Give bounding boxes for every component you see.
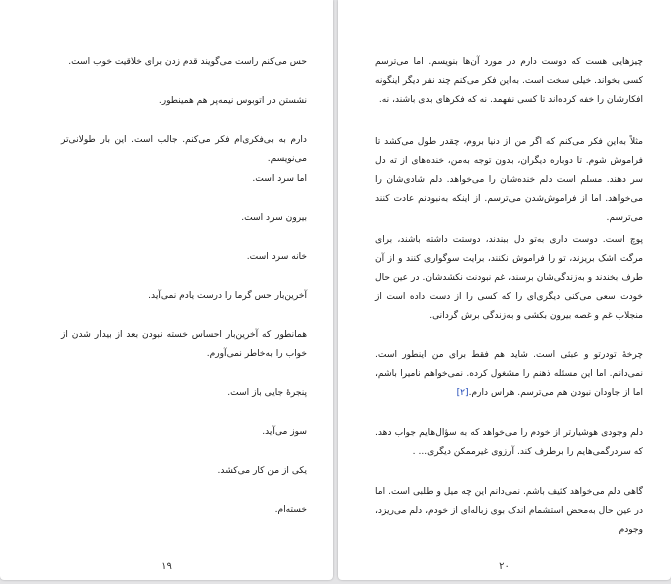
paragraph: خسته‌ام. <box>274 505 307 515</box>
paragraph-text: چرخهٔ تودرتو و عبثی است. شاید هم فقط برای من اینطور است. نمی‌دانم. اما این مسئله ذهنم را مشغول کرده. نمی‌خواهم نامیرا باشم، اما از جاودان نبودن هم می‌ترسم. هراس دارم. <box>375 350 643 398</box>
footnote-link[interactable]: [۲] <box>456 388 469 398</box>
paragraph: یکی از من کار می‌کشد. <box>217 466 307 476</box>
left-page <box>0 0 333 580</box>
paragraph: نشستن در اتوبوس نیمه‌پر هم همینطور. <box>158 96 307 106</box>
paragraph: اما سرد است. <box>252 174 307 184</box>
paragraph: چیزهایی هست که دوست دارم در مورد آن‌ها بنویسم. اما می‌ترسم کسی بخواند. خیلی سخت است. به‌این فکر می‌کنم چند نفر دیگر اینگونه افکارشان را خفه کرده‌اند تا کسی نفهمد. نه که فکرهای بدی باشند، نه. <box>375 57 643 105</box>
paragraph: خانه سرد است. <box>246 252 307 262</box>
right-page <box>338 0 671 580</box>
paragraph <box>375 346 643 403</box>
paragraph: حس می‌کنم راست می‌گویند قدم زدن برای خلاقیت خوب است. <box>68 57 307 67</box>
page-number: ۱۹ <box>161 561 172 572</box>
page-number: ۲۰ <box>499 561 510 572</box>
paragraph: دلم وجودی هوشیارتر از خودم را می‌خواهد که به سؤال‌هایم جواب دهد. که سردرگمی‌هایم را برطرف کند. آرزوی غیرممکن دیگری... . <box>375 428 643 457</box>
paragraph: دارم به بی‌فکری‌ام فکر می‌کنم. جالب است. این بار طولانی‌تر می‌نویسم. <box>61 135 307 164</box>
paragraph: آخرین‌بار حس گرما را درست یادم نمی‌آید. <box>148 291 307 301</box>
paragraph: پنجرهٔ جایی باز است. <box>227 388 307 398</box>
paragraph: سوز می‌آید. <box>262 427 307 437</box>
paragraph: مثلاً به‌این فکر می‌کنم که اگر من از دنیا بروم، چقدر طول می‌کشد تا فراموش شوم. تا دوباره دیگران، بدون توجه به‌من، خنده‌های از ته دل سر دهند. مسلم است دلم خنده‌شان را می‌خواهد. دلم شادی‌شان را می‌خواهد. اما از فراموش‌شدن می‌ترسم. از اینکه به‌نبودنم عادت کنند می‌ترسم. <box>375 137 643 223</box>
paragraph: پوچ است. دوست داری به‌تو دل ببندند، دوستت داشته باشند، برای مرگت اشک بریزند، تو را فراموش نکنند، برایت سوگواری کنند و از آن طرف بخندند و به‌زندگی‌شان برسند، غم نبودنت نکشدشان. در عین حال خودت سعی می‌کنی دیگری‌ای را که کسی را از دست داده است از منجلاب غم و غصه بیرون بکشی و به‌زندگی برش گردانی. <box>375 235 643 321</box>
paragraph: بیرون سرد است. <box>241 213 307 223</box>
paragraph: گاهی دلم می‌خواهد کثیف باشم. نمی‌دانم این چه میل و طلبی است. اما در عین حال به‌محض استشمام اندک بوی زباله‌ای از خودم، دلم می‌ریزد، وجودم <box>375 487 643 535</box>
paragraph: همانطور که آخرین‌بار احساس خسته نبودن بعد از بیدار شدن از خواب را به‌خاطر نمی‌آورم. <box>61 330 307 359</box>
